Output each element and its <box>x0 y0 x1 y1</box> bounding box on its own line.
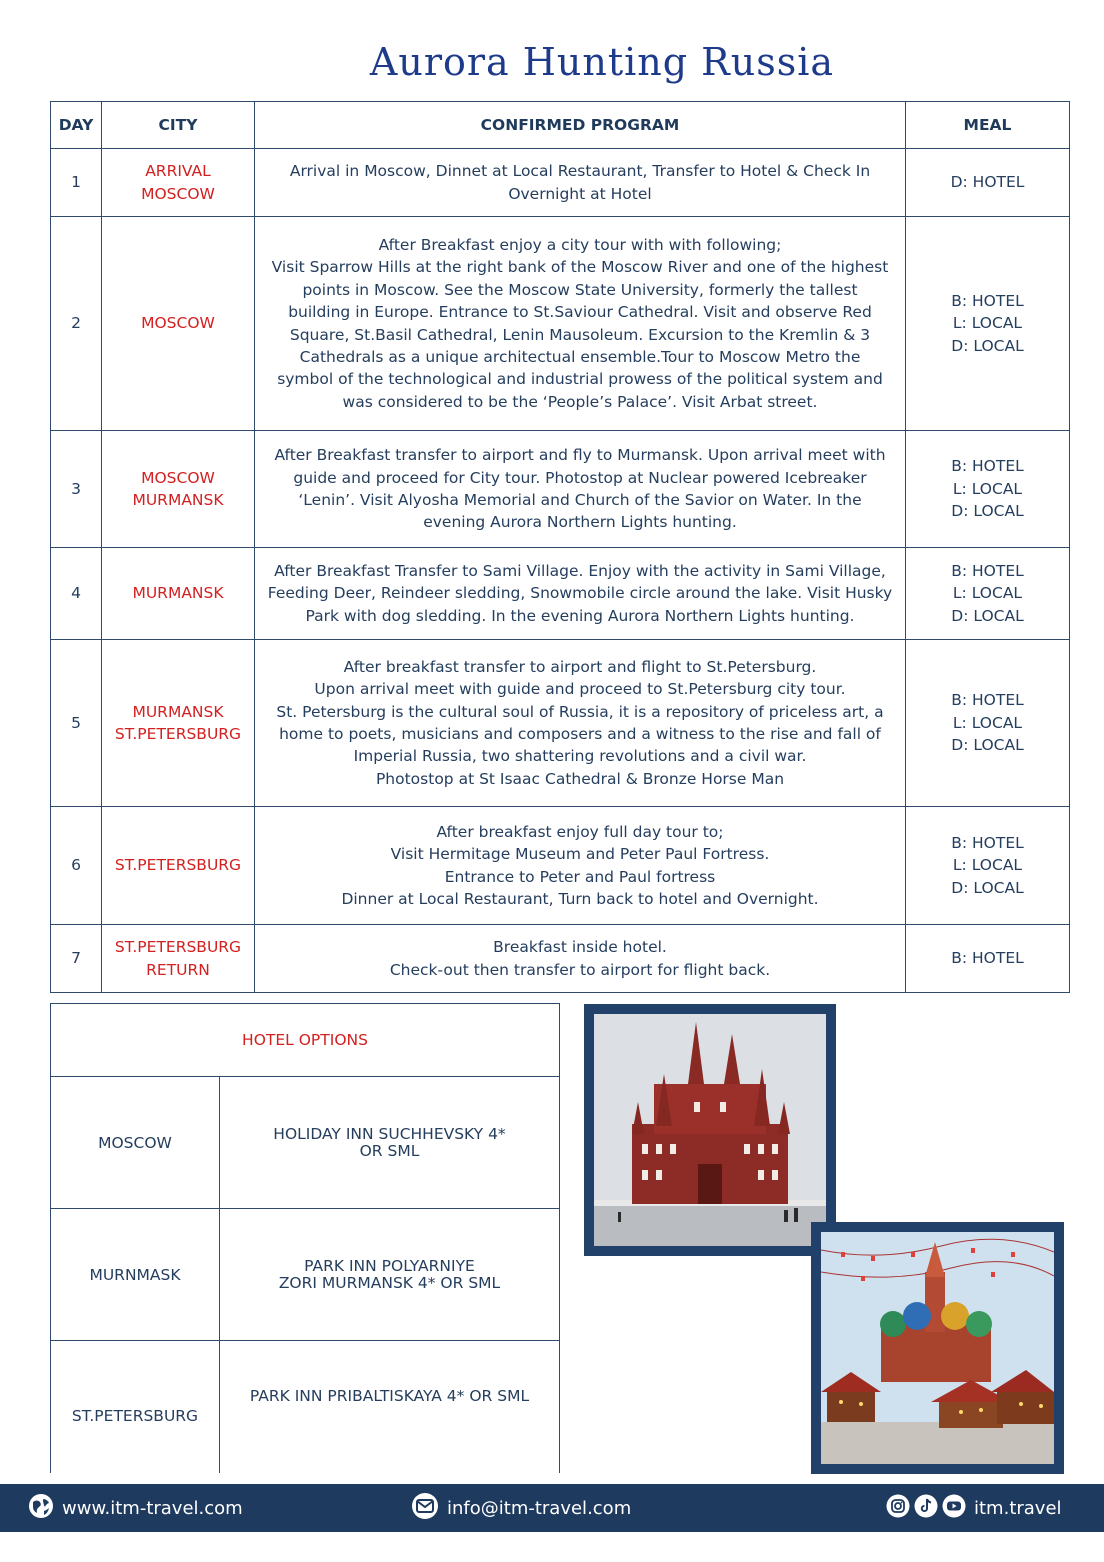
program-cell-line: St. Petersburg is the cultural soul of Russia, it is a repository of priceless art, a <box>276 702 884 721</box>
program-cell-line: was considered to be the ‘People’s Palace’. Visit Arbat street. <box>342 392 818 411</box>
photo-st-basil-market <box>811 1222 1064 1474</box>
program-row <box>51 217 1070 431</box>
hotel-row <box>51 1209 559 1341</box>
hotel-row <box>51 1077 559 1209</box>
footer-email[interactable] <box>411 1484 631 1532</box>
meal-cell-line: B: HOTEL <box>951 949 1024 968</box>
hotel-name <box>220 1209 559 1340</box>
program-cell-line: Entrance to Peter and Paul fortress <box>444 867 716 886</box>
email-text: info@itm-travel.com <box>447 1497 632 1519</box>
program-cell <box>255 925 906 993</box>
social-handle-text: itm.travel <box>974 1497 1062 1519</box>
page-title: Aurora Hunting Russia <box>369 40 835 84</box>
meal-cell-line: L: LOCAL <box>952 713 1023 732</box>
program-row <box>51 640 1070 807</box>
program-cell-line: Square, St.Basil Cathedral, Lenin Mausoleum. Excursion to the Kremlin & 3 <box>289 325 871 344</box>
city-cell-line: MOSCOW <box>141 468 215 487</box>
day-cell <box>51 807 102 925</box>
program-cell-line: building in Europe. Entrance to St.Saviour Cathedral. Visit and observe Red <box>288 303 872 322</box>
city-cell-line: ST.PETERSBURG <box>114 725 242 743</box>
program-cell-line: Check-out then transfer to airport for flight back. <box>389 960 771 979</box>
meal-cell-line: D: LOCAL <box>951 606 1024 625</box>
day-cell <box>51 431 102 548</box>
city-cell <box>102 925 255 993</box>
meal-cell-line: L: LOCAL <box>952 584 1023 603</box>
program-cell-line: Breakfast inside hotel. <box>493 938 667 957</box>
city-cell <box>102 217 255 431</box>
program-table <box>50 101 1070 993</box>
meal-cell <box>906 431 1070 548</box>
program-cell <box>255 217 906 431</box>
meal-cell-line: D: HOTEL <box>950 173 1025 192</box>
meal-cell-line: B: HOTEL <box>951 561 1024 580</box>
hotel-options-table <box>50 1003 560 1473</box>
program-cell-line: Visit Sparrow Hills at the right bank of the Moscow River and one of the highest <box>271 258 889 277</box>
meal-cell-line: L: LOCAL <box>952 314 1023 333</box>
program-cell-line: Park with dog sledding. In the evening Aurora Northern Lights hunting. <box>305 606 855 625</box>
meal-cell <box>906 640 1070 807</box>
meal-cell-line: L: LOCAL <box>952 479 1023 498</box>
city-cell-line: RETURN <box>146 960 210 979</box>
program-cell-line: Photostop at St Isaac Cathedral & Bronze Horse Man <box>375 769 785 788</box>
program-cell-line: points in Moscow. See the Moscow State University, formerly the tallest <box>302 280 858 299</box>
program-cell-line: symbol of the technological and industrial prowess of the political system and <box>277 370 883 389</box>
meal-cell-line: B: HOTEL <box>951 833 1024 852</box>
meal-cell-line: B: HOTEL <box>951 291 1024 310</box>
day-cell-line: 6 <box>71 856 81 875</box>
city-cell-line: ST.PETERSBURG <box>114 856 242 875</box>
program-cell <box>255 807 906 925</box>
program-cell <box>255 431 906 548</box>
hotel-row <box>51 1341 559 1473</box>
header-city: CITY <box>102 102 255 149</box>
photo-historical-museum <box>584 1004 836 1256</box>
day-cell <box>51 640 102 807</box>
city-cell-line: ST.PETERSBURG <box>114 938 242 957</box>
city-cell <box>102 149 255 217</box>
hotel-name <box>220 1077 559 1208</box>
program-cell-line: After Breakfast Transfer to Sami Village. Enjoy with the activity in Sami Village, <box>274 561 886 580</box>
meal-cell <box>906 548 1070 640</box>
footer-bar <box>0 1484 1104 1532</box>
program-cell-line: Visit Hermitage Museum and Peter Paul Fortress. <box>390 845 770 864</box>
hotel-name-line: PARK INN PRIBALTISKAYA 4* OR SML <box>249 1387 530 1405</box>
hotel-name <box>220 1341 559 1473</box>
header-day: DAY <box>51 102 102 149</box>
meal-cell-line: D: LOCAL <box>951 736 1024 755</box>
city-cell-line: MOSCOW <box>141 184 215 203</box>
program-cell-line: Cathedrals as a unique architectual ensemble.Tour to Moscow Metro the <box>299 347 861 366</box>
program-cell-line: home to poets, musicians and composers and a witness to the rise and fall of <box>279 725 881 743</box>
program-row <box>51 807 1070 925</box>
program-cell-line: After Breakfast enjoy a city tour with with following; <box>378 235 782 254</box>
header-meal: MEAL <box>906 102 1070 149</box>
meal-cell-line: B: HOTEL <box>951 691 1024 710</box>
day-cell-line: 2 <box>71 314 81 333</box>
footer-website[interactable] <box>28 1484 243 1532</box>
program-row <box>51 149 1070 217</box>
meal-cell-line: L: LOCAL <box>952 856 1023 875</box>
header-program: CONFIRMED PROGRAM <box>255 102 906 149</box>
program-row <box>51 548 1070 640</box>
city-cell <box>102 640 255 807</box>
program-cell-line: Feeding Deer, Reindeer sledding, Snowmobile circle around the lake. Visit Husky <box>267 584 893 603</box>
footer-social[interactable] <box>886 1484 1062 1532</box>
day-cell-line: 3 <box>71 479 81 498</box>
program-cell-line: After breakfast transfer to airport and flight to St.Petersburg. <box>343 657 817 676</box>
program-cell-line: Arrival in Moscow, Dinnet at Local Restaurant, Transfer to Hotel & Check In <box>289 162 871 181</box>
program-cell <box>255 548 906 640</box>
youtube-icon[interactable] <box>942 1494 966 1523</box>
day-cell-line: 7 <box>71 949 81 968</box>
program-cell-line: After breakfast enjoy full day tour to; <box>436 822 724 841</box>
day-cell-line: 4 <box>71 584 81 603</box>
program-cell <box>255 640 906 807</box>
city-cell <box>102 807 255 925</box>
program-cell-line: Overnight at Hotel <box>508 184 652 203</box>
program-cell-line: Dinner at Local Restaurant, Turn back to hotel and Overnight. <box>341 889 819 908</box>
day-cell-line: 5 <box>71 713 81 732</box>
mail-icon <box>411 1492 439 1525</box>
program-cell-line: Upon arrival meet with guide and proceed to St.Petersburg city tour. <box>314 680 846 699</box>
city-cell <box>102 548 255 640</box>
meal-cell-line: D: LOCAL <box>951 336 1024 355</box>
program-row <box>51 431 1070 548</box>
program-row <box>51 925 1070 993</box>
program-cell-line: After Breakfast transfer to airport and fly to Murmansk. Upon arrival meet with <box>274 446 886 465</box>
hotel-name-line: PARK INN POLYARNIYE <box>304 1256 475 1275</box>
instagram-icon[interactable] <box>886 1494 910 1523</box>
meal-cell-line: D: LOCAL <box>951 502 1024 521</box>
city-cell-line: MURMANSK <box>132 491 224 509</box>
meal-cell <box>906 807 1070 925</box>
hotel-city: ST.PETERSBURG <box>51 1341 220 1473</box>
globe-icon <box>28 1493 54 1524</box>
city-cell <box>102 431 255 548</box>
hotel-name-line: HOLIDAY INN SUCHHEVSKY 4* <box>273 1124 506 1143</box>
program-cell-line: Imperial Russia, two shattering revolutions and a civil war. <box>353 747 807 766</box>
st-basil-illustration <box>821 1232 1054 1464</box>
city-cell-line: MOSCOW <box>141 314 215 333</box>
hotel-city: MURNMASK <box>51 1209 220 1340</box>
program-cell-line: evening Aurora Northern Lights hunting. <box>423 513 737 532</box>
day-cell <box>51 925 102 993</box>
hotel-city: MOSCOW <box>51 1077 220 1208</box>
city-cell-line: MURMANSK <box>132 702 224 721</box>
tiktok-icon[interactable] <box>914 1494 938 1523</box>
city-cell-line: MURMANSK <box>132 584 224 603</box>
day-cell-line: 1 <box>71 173 81 192</box>
meal-cell-line: B: HOTEL <box>951 457 1024 476</box>
hotel-name-line: ZORI MURMANSK 4* OR SML <box>278 1273 501 1292</box>
hotel-options-heading: HOTEL OPTIONS <box>51 1004 559 1077</box>
museum-illustration <box>594 1014 826 1246</box>
day-cell <box>51 149 102 217</box>
program-cell-line: ‘Lenin’. Visit Alyosha Memorial and Church of the Savior on Water. In the <box>298 491 862 509</box>
meal-cell <box>906 925 1070 993</box>
program-cell-line: guide and proceed for City tour. Photostop at Nuclear powered Icebreaker <box>293 468 867 487</box>
day-cell <box>51 548 102 640</box>
program-cell <box>255 149 906 217</box>
city-cell-line: ARRIVAL <box>145 162 211 181</box>
day-cell <box>51 217 102 431</box>
program-table-header <box>51 102 1070 149</box>
meal-cell-line: D: LOCAL <box>951 878 1024 897</box>
hotel-name-line: OR SML <box>359 1141 420 1160</box>
meal-cell <box>906 149 1070 217</box>
meal-cell <box>906 217 1070 431</box>
website-text: www.itm-travel.com <box>62 1497 243 1519</box>
